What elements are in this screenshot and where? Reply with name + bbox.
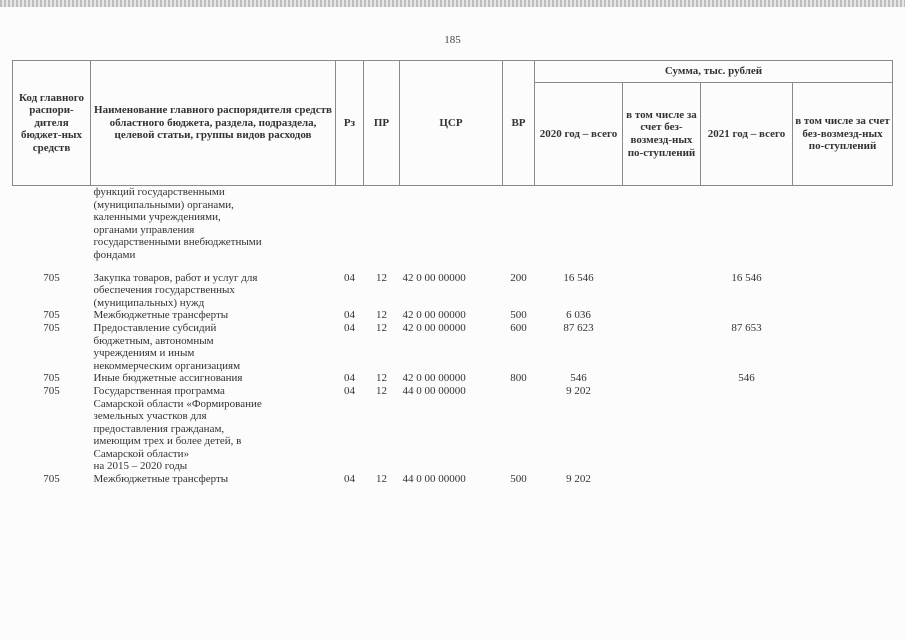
row-name-line: имеющим трех и более детей, в: [93, 435, 242, 448]
table-row: [13, 385, 893, 473]
row-pr: 12: [376, 473, 387, 486]
row-pr: [364, 186, 400, 262]
row-name-line: Иные бюджетные ассигнования: [93, 372, 243, 385]
row-name-line: фондами: [93, 248, 136, 261]
row-name: [91, 309, 336, 322]
row-name: [91, 372, 336, 385]
row-pr: 12: [376, 271, 387, 284]
row-name-line: Межбюджетные трансферты: [93, 309, 229, 322]
row-vr: 500: [510, 473, 527, 486]
header-code: Код главного распори-дителя бюджет-ных средств: [13, 61, 91, 186]
table-body: [13, 186, 893, 486]
row-code: 705: [43, 372, 60, 385]
header-2021-total: 2021 год – всего: [701, 83, 793, 186]
scan-edge: [0, 0, 905, 7]
row-s2020f: [623, 262, 701, 310]
row-s2021: [701, 309, 793, 322]
table-row: [13, 309, 893, 322]
row-s2021f: [793, 473, 893, 486]
table-row: [13, 372, 893, 385]
row-vr: [503, 385, 535, 473]
row-name-line: каленными учреждениями,: [93, 211, 221, 224]
row-s2020f: [623, 372, 701, 385]
row-pr: 12: [376, 309, 387, 322]
row-rz: 04: [344, 384, 355, 397]
row-s2020f: [623, 186, 701, 262]
row-s2020f: [623, 309, 701, 322]
row-name-line: Предоставление субсидий: [93, 321, 217, 334]
row-s2021: [701, 385, 793, 473]
row-name-line: обеспечения государственных: [93, 284, 235, 297]
row-code: 705: [43, 321, 60, 334]
header-2020-free: в том числе за счет без-возмезд-ных по-ступлений: [623, 83, 701, 186]
row-s2020f: [623, 385, 701, 473]
row-csr: [400, 186, 503, 262]
row-s2021f: [793, 372, 893, 385]
row-s2021f: [793, 322, 893, 372]
row-s2020: [535, 186, 623, 262]
row-name-line: Самарской области»: [93, 447, 190, 460]
row-vr: [503, 186, 535, 262]
row-rz: 04: [344, 473, 355, 486]
header-vr: ВР: [503, 61, 535, 186]
row-rz: 04: [344, 321, 355, 334]
row-csr: 42 0 00 00000: [402, 321, 466, 334]
table-header: [13, 61, 893, 186]
row-s2021: 16 546: [731, 271, 762, 284]
header-csr: ЦСР: [400, 61, 503, 186]
row-code: 705: [43, 473, 60, 486]
row-code: 705: [43, 384, 60, 397]
header-pr: ПР: [364, 61, 400, 186]
row-name-line: земельных участков для: [93, 410, 207, 423]
row-csr: 44 0 00 00000: [402, 384, 466, 397]
row-s2020: 546: [570, 372, 587, 385]
row-s2020f: [623, 322, 701, 372]
row-name-line: Государственная программа: [93, 384, 225, 397]
row-rz: 04: [344, 372, 355, 385]
table-row: [13, 322, 893, 372]
header-rz: Рз: [336, 61, 364, 186]
row-name-line: некоммерческим организациям: [93, 359, 241, 372]
row-name-line: органами управления: [93, 223, 195, 236]
row-s2020: 9 202: [566, 473, 591, 486]
row-name-line: предоставления гражданам,: [93, 422, 225, 435]
row-name-line: государственными внебюджетными: [93, 236, 262, 249]
row-pr: 12: [376, 372, 387, 385]
row-vr: 500: [510, 309, 527, 322]
row-s2020: 87 623: [563, 321, 594, 334]
table-row: [13, 473, 893, 486]
row-name-line: (муниципальными) органами,: [93, 198, 234, 211]
table-row: [13, 262, 893, 310]
row-csr: 42 0 00 00000: [402, 372, 466, 385]
row-s2021f: [793, 186, 893, 262]
row-csr: 44 0 00 00000: [402, 473, 466, 486]
header-2021-free: в том числе за счет без-возмезд-ных по-ступлений: [793, 83, 893, 186]
row-pr: 12: [376, 384, 387, 397]
row-name-line: на 2015 – 2020 годы: [93, 460, 188, 473]
row-code: [13, 186, 91, 262]
row-name: [91, 186, 336, 262]
page-number: 185: [444, 34, 461, 46]
row-pr: 12: [376, 321, 387, 334]
budget-table: [12, 60, 893, 486]
row-s2021f: [793, 309, 893, 322]
row-s2021: 546: [738, 372, 755, 385]
row-rz: 04: [344, 309, 355, 322]
row-name-line: Закупка товаров, работ и услуг для: [93, 271, 258, 284]
row-s2021f: [793, 262, 893, 310]
row-s2020: 6 036: [566, 309, 591, 322]
row-name-line: Межбюджетные трансферты: [93, 473, 229, 486]
row-name-line: функций государственными: [93, 186, 225, 198]
row-code: 705: [43, 309, 60, 322]
row-csr: 42 0 00 00000: [402, 271, 466, 284]
row-name-line: учреждениям и иным: [93, 347, 195, 360]
row-vr: 600: [510, 321, 527, 334]
table-row: [13, 186, 893, 262]
row-code: 705: [43, 271, 60, 284]
row-name: [91, 473, 336, 486]
row-s2021: [701, 186, 793, 262]
row-name: [91, 262, 336, 310]
row-rz: 04: [344, 271, 355, 284]
row-vr: 200: [510, 271, 527, 284]
row-rz: [336, 186, 364, 262]
header-sum-group: Сумма, тыс. рублей: [535, 61, 893, 83]
row-csr: 42 0 00 00000: [402, 309, 466, 322]
row-s2020f: [623, 473, 701, 486]
row-name: [91, 322, 336, 372]
row-vr: 800: [510, 372, 527, 385]
row-name-line: бюджетным, автономным: [93, 334, 214, 347]
row-s2020: 9 202: [566, 384, 591, 397]
row-s2021: 87 653: [731, 321, 762, 334]
row-s2020: 16 546: [563, 271, 594, 284]
header-2020-total: 2020 год – всего: [535, 83, 623, 186]
header-name: Наименование главного распорядителя средств областного бюджета, раздела, подраздела, целевой статьи, группы видов расходов: [91, 61, 336, 186]
row-s2021: [701, 473, 793, 486]
row-name: [91, 385, 336, 473]
row-s2021f: [793, 385, 893, 473]
row-name-line: (муниципальных) нужд: [93, 296, 205, 309]
row-name-line: Самарской области «Формирование: [93, 397, 262, 410]
